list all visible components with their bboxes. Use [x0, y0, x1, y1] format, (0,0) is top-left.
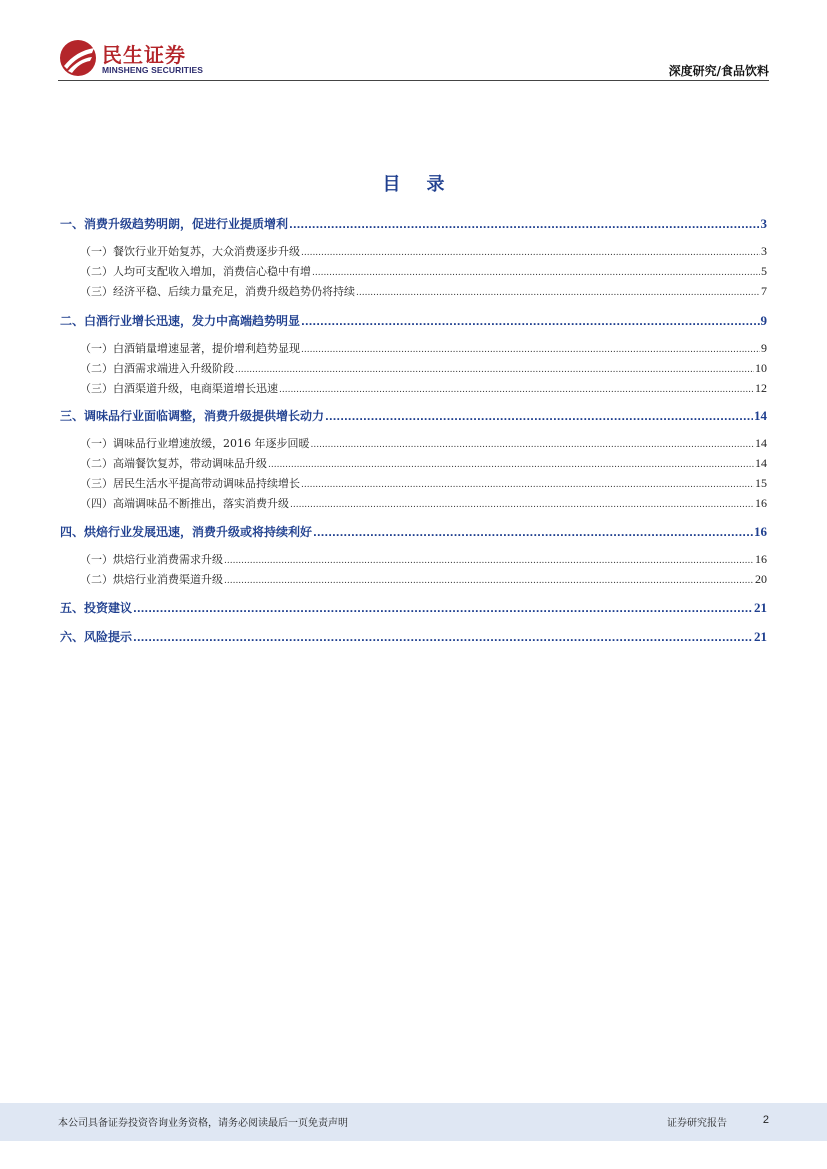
toc-page-number: 16 — [754, 524, 767, 539]
page-footer — [0, 1103, 827, 1141]
toc-section-entry[interactable] — [60, 312, 767, 329]
toc-dot-leader — [289, 220, 759, 231]
toc-page-number: 14 — [754, 408, 767, 423]
toc-subsection-entry[interactable] — [60, 475, 767, 491]
toc-dot-leader — [235, 365, 754, 375]
toc-entry-label: （一）白酒销量增速显著，提价增利趋势显现 — [80, 342, 300, 355]
toc-subsection-entry[interactable] — [60, 340, 767, 356]
toc-entry-label: 六、风险提示 — [60, 630, 133, 644]
toc-subsection-entry[interactable] — [60, 455, 767, 471]
toc-entry-label: （四）高端调味品不断推出，落实消费升级 — [80, 497, 289, 510]
toc-dot-leader — [301, 317, 759, 328]
toc-dot-leader — [312, 268, 760, 278]
page-header — [0, 0, 827, 82]
toc-subsection-entry[interactable] — [60, 380, 767, 396]
toc-page-number: 16 — [755, 496, 767, 510]
toc-page-number: 20 — [755, 572, 767, 586]
toc-entry-label: 四、烘焙行业发展迅速，消费升级或将持续利好 — [60, 525, 313, 539]
toc-entry-label: （三）经济平稳、后续力量充足，消费升级趋势仍将持续 — [80, 285, 355, 298]
toc-dot-leader — [301, 480, 754, 490]
toc-dot-leader — [279, 385, 754, 395]
toc-page-number: 5 — [761, 264, 767, 278]
toc-entry-label: 二、白酒行业增长迅速，发力中高端趋势明显 — [60, 314, 301, 328]
toc-dot-leader — [224, 556, 754, 566]
toc-section-entry[interactable] — [60, 407, 767, 424]
toc-page-number: 14 — [755, 456, 767, 470]
toc-dot-leader — [133, 633, 753, 644]
toc-section-entry[interactable] — [60, 523, 767, 540]
toc-entry-label: （一）烘焙行业消费需求升级 — [80, 553, 223, 566]
toc-entry-label: （二）人均可支配收入增加，消费信心稳中有增 — [80, 265, 311, 278]
toc-dot-leader — [290, 500, 754, 510]
toc-entry-label: （二）烘焙行业消费渠道升级 — [80, 573, 223, 586]
toc-page-number: 21 — [754, 629, 767, 644]
toc-page-number: 9 — [761, 341, 767, 355]
toc-dot-leader — [313, 528, 753, 539]
toc-page-number: 12 — [755, 381, 767, 395]
toc-page-number: 3 — [761, 244, 767, 258]
toc-entry-label: 三、调味品行业面临调整，消费升级提供增长动力 — [60, 409, 325, 423]
toc-entry-label: （三）居民生活水平提高带动调味品持续增长 — [80, 477, 300, 490]
footer-report-type: 证券研究报告 — [667, 1118, 727, 1129]
toc-section-entry[interactable] — [60, 215, 767, 232]
toc-dot-leader — [325, 412, 753, 423]
footer-disclaimer: 本公司具备证券投资咨询业务资格，请务必阅读最后一页免责声明 — [58, 1118, 348, 1129]
minsheng-logo-icon — [58, 38, 98, 78]
toc-title: 目录 — [382, 174, 471, 195]
toc-dot-leader — [311, 440, 755, 450]
footer-page-number: 2 — [762, 1114, 769, 1126]
header-divider — [58, 80, 769, 81]
logo-english-name: MINSHENG SECURITIES — [102, 65, 204, 75]
toc-dot-leader — [301, 345, 760, 355]
toc-entry-label: 五、投资建议 — [60, 601, 133, 615]
toc-entry-label: （二）高端餐饮复苏，带动调味品升级 — [80, 457, 267, 470]
toc-dot-leader — [356, 288, 760, 298]
toc-section-entry[interactable] — [60, 628, 767, 645]
toc-page-number: 15 — [755, 476, 767, 490]
toc-subsection-entry[interactable] — [60, 495, 767, 511]
company-logo — [58, 38, 218, 78]
toc-subsection-entry[interactable] — [60, 360, 767, 376]
toc-page-number: 21 — [754, 600, 767, 615]
toc-subsection-entry[interactable] — [60, 263, 767, 279]
toc-page-number: 3 — [760, 216, 767, 231]
toc-dot-leader — [301, 248, 760, 258]
toc-page-number: 14 — [755, 436, 767, 450]
toc-entry-label: （一）餐饮行业开始复苏，大众消费逐步升级 — [80, 245, 300, 258]
toc-page-number: 9 — [760, 313, 767, 328]
report-category: 深度研究/食品饮料 — [668, 64, 769, 78]
toc-entry-label: 一、消费升级趋势明朗，促进行业提质增利 — [60, 217, 289, 231]
toc-subsection-entry[interactable] — [60, 243, 767, 259]
toc-dot-leader — [268, 460, 754, 470]
toc-subsection-entry[interactable] — [60, 435, 767, 451]
toc-section-entry[interactable] — [60, 599, 767, 616]
logo-chinese-name: 民生证券 — [102, 43, 186, 67]
toc-entry-label: （一）调味品行业增速放缓，2016 年逐步回暖 — [80, 437, 310, 450]
toc-page-number: 10 — [755, 361, 767, 375]
toc-entry-label: （二）白酒需求端进入升级阶段 — [80, 362, 234, 375]
toc-dot-leader — [133, 604, 753, 615]
toc-dot-leader — [224, 576, 754, 586]
toc-page-number: 7 — [761, 284, 767, 298]
toc-subsection-entry[interactable] — [60, 283, 767, 299]
toc-entry-label: （三）白酒渠道升级，电商渠道增长迅速 — [80, 382, 278, 395]
toc-subsection-entry[interactable] — [60, 571, 767, 587]
toc-page-number: 16 — [755, 552, 767, 566]
toc-subsection-entry[interactable] — [60, 551, 767, 567]
